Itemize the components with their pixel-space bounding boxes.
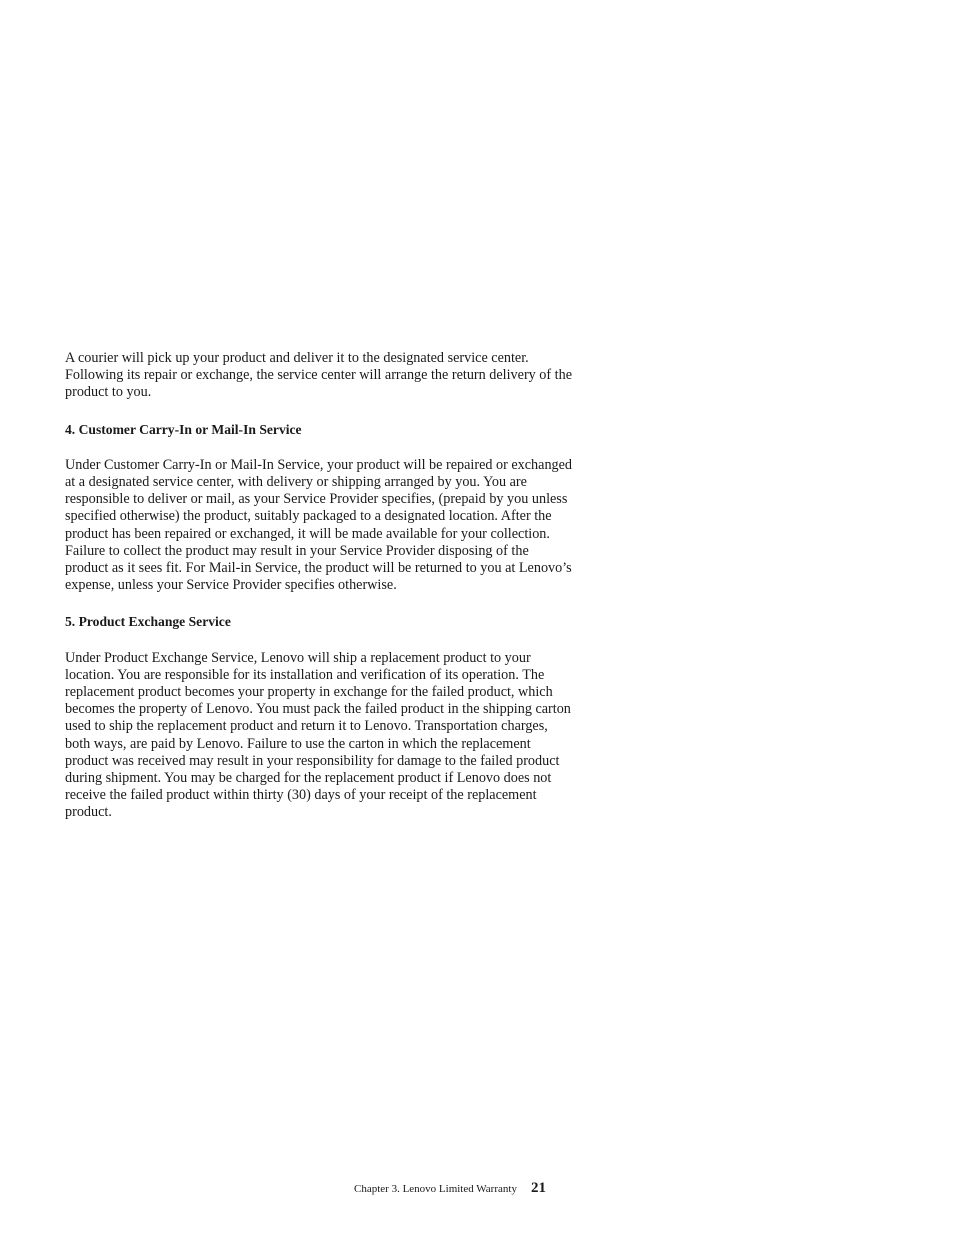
section-paragraph-carry-in: Under Customer Carry-In or Mail-In Service, your product will be repaired or exchanged at a designated service center, with delivery or shipping arranged by you. You are responsible to deliver or mail, as your Service Provider specifies, (prepaid by you unless specified otherwise) the product, suitably packaged to a designated location. After the product has been repaired or exchanged, it will be made available for your collection. Failure to collect the product may result in your Service Provider disposing of the product as it sees fit. For Mail-in Service, the product will be returned to you at Lenovo’s expense, unless your Service Provider specifies otherwise. xyxy=(65,456,573,594)
intro-paragraph: A courier will pick up your product and deliver it to the designated service center. Following its repair or exchange, the service center will arrange the return delivery of the product to you. xyxy=(65,350,573,401)
footer-chapter-label: Chapter 3. Lenovo Limited Warranty xyxy=(354,1183,517,1195)
section-heading-carry-in: 4. Customer Carry-In or Mail-In Service xyxy=(65,421,302,437)
footer-page-number: 21 xyxy=(530,1180,546,1196)
page-body xyxy=(65,350,573,822)
section-heading-product-exchange: 5. Product Exchange Service xyxy=(65,614,231,630)
section-paragraph-product-exchange: Under Product Exchange Service, Lenovo will ship a replacement product to your location. You are responsible for its installation and verification of its operation. The replacement product becomes your property in exchange for the failed product, which becomes the property of Lenovo. You must pack the failed product in the shipping carton used to ship the replacement product and return it to Lenovo. Transportation charges, both ways, are paid by Lenovo. Failure to use the carton in which the replacement product was received may result in your responsibility for damage to the failed product during shipment. You may be charged for the replacement product if Lenovo does not receive the failed product within thirty (30) days of your receipt of the replacement product. xyxy=(65,649,571,821)
page-footer xyxy=(354,1178,574,1198)
